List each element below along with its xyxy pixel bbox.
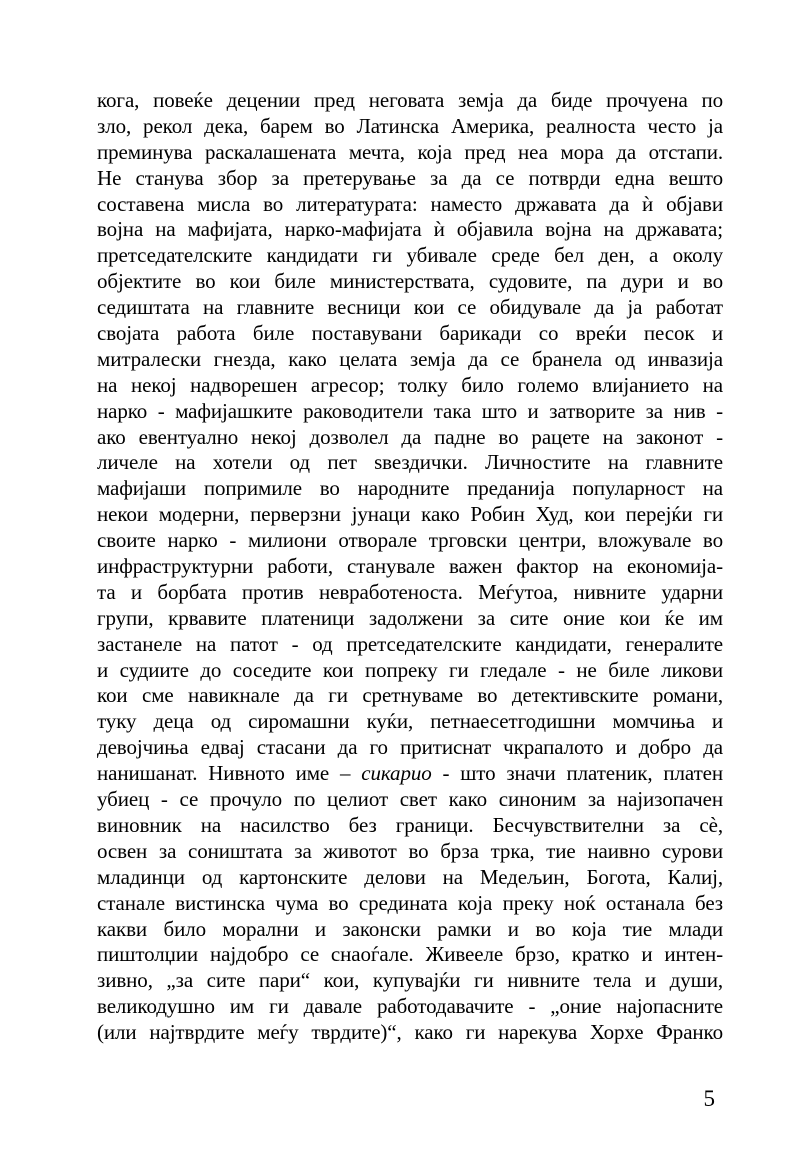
text-line: војна на мафијата, нарко-мафијата ѝ објавила војна на државата;: [97, 217, 723, 242]
text-line: та и борбата против невработеноста. Меѓутоа, нивните ударни: [97, 579, 723, 604]
text-line: објектите во кои биле министерствата, судовите, па дури и во: [97, 269, 723, 294]
text-line: девојчиња едвај стасани да го притиснат чкрапалото и добро да: [97, 735, 723, 760]
text-line: младинци од картонските делови на Медељин, Богота, Калиј,: [97, 864, 723, 889]
page-number: 5: [703, 1085, 715, 1111]
text-line: седиштата на главните весници кои се обидувале да ја работат: [97, 295, 723, 320]
text-line: (или најтврдите меѓу тврдите)“, како ги нарекува Хорхе Франко: [97, 1020, 723, 1045]
text-line: преминува раскалашената мечта, која пред неа мора да отстапи.: [97, 139, 723, 164]
text-line: својата работа биле поставувани барикади со вреќи песок и: [97, 321, 723, 346]
text-line: великодушно им ги давале работодавачите - „оние најопасните: [97, 994, 723, 1019]
text-line: ако евентуално некој дозволел да падне во рацете на законот -: [97, 424, 723, 449]
text-line: застанеле на патот - од претседателските кандидати, генералите: [97, 631, 723, 656]
text-line: станале вистинска чума во средината која преку ноќ останала без: [97, 890, 723, 915]
paragraph: [97, 88, 723, 1046]
text-line: зло, рекол дека, барем во Латинска Америка, реалноста често ја: [97, 113, 723, 138]
text-segment: - што значи платеник, платен: [431, 761, 723, 786]
text-line: митралески гнезда, како целата земја да се бранела од инвазија: [97, 346, 723, 371]
text-line: кога, повеќе децении пред неговата земја да биде прочуена по: [97, 88, 723, 112]
text-line: убиец - се прочуло по целиот свет како синоним за најизопачен: [97, 787, 723, 812]
italic-term: сикарио: [361, 761, 432, 786]
text-line: инфраструктурни работи, станувале важен фактор на економија-: [97, 554, 723, 579]
text-line: освен за соништата за животот во брза трка, тие наивно сурови: [97, 838, 723, 863]
text-line: какви било морални и законски рамки и во која тие млади: [97, 916, 723, 941]
text-line: туку деца од сиромашни куќи, петнаесетгодишни момчиња и: [97, 709, 723, 734]
text-segment: нанишанат. Нивното име –: [97, 761, 362, 786]
text-line: некои модерни, перверзни јунаци како Робин Худ, кои перејќи ги: [97, 502, 723, 527]
text-line: своите нарко - милиони отворале трговски центри, вложувале во: [97, 528, 723, 553]
text-line: мафијаши попримиле во народните преданија популарност на: [97, 476, 723, 501]
text-line: и судиите до соседите кои попреку ги гледале - не биле ликови: [97, 657, 723, 682]
text-line: Не станува збор за претерување за да се потврди една вешто: [97, 165, 723, 190]
text-line: претседателските кандидати ги убивале среде бел ден, а околу: [97, 243, 723, 268]
text-line: виновник на насилство без граници. Бесчувствителни за сè,: [97, 812, 723, 837]
text-line: кои сме навикнале да ги сретнуваме во детективските романи,: [97, 683, 723, 708]
text-line: пиштолџии најдобро се снаоѓале. Живееле брзо, кратко и интен-: [97, 942, 723, 967]
text-line: нарко - мафијашките раководители така што и затворите за нив -: [97, 398, 723, 423]
text-line: на некој надворешен агресор; толку било големо влијанието на: [97, 372, 723, 397]
text-line-with-italic: [97, 761, 723, 787]
text-line: личеле на хотели од пет ѕвездички. Личностите на главните: [97, 450, 723, 475]
text-line: составена мисла во литературата: наместо државата да ѝ објави: [97, 191, 723, 216]
text-line: зивно, „за сите пари“ кои, купувајќи ги нивните тела и души,: [97, 968, 723, 993]
text-line: групи, крвавите платеници задолжени за сите оние кои ќе им: [97, 605, 723, 630]
